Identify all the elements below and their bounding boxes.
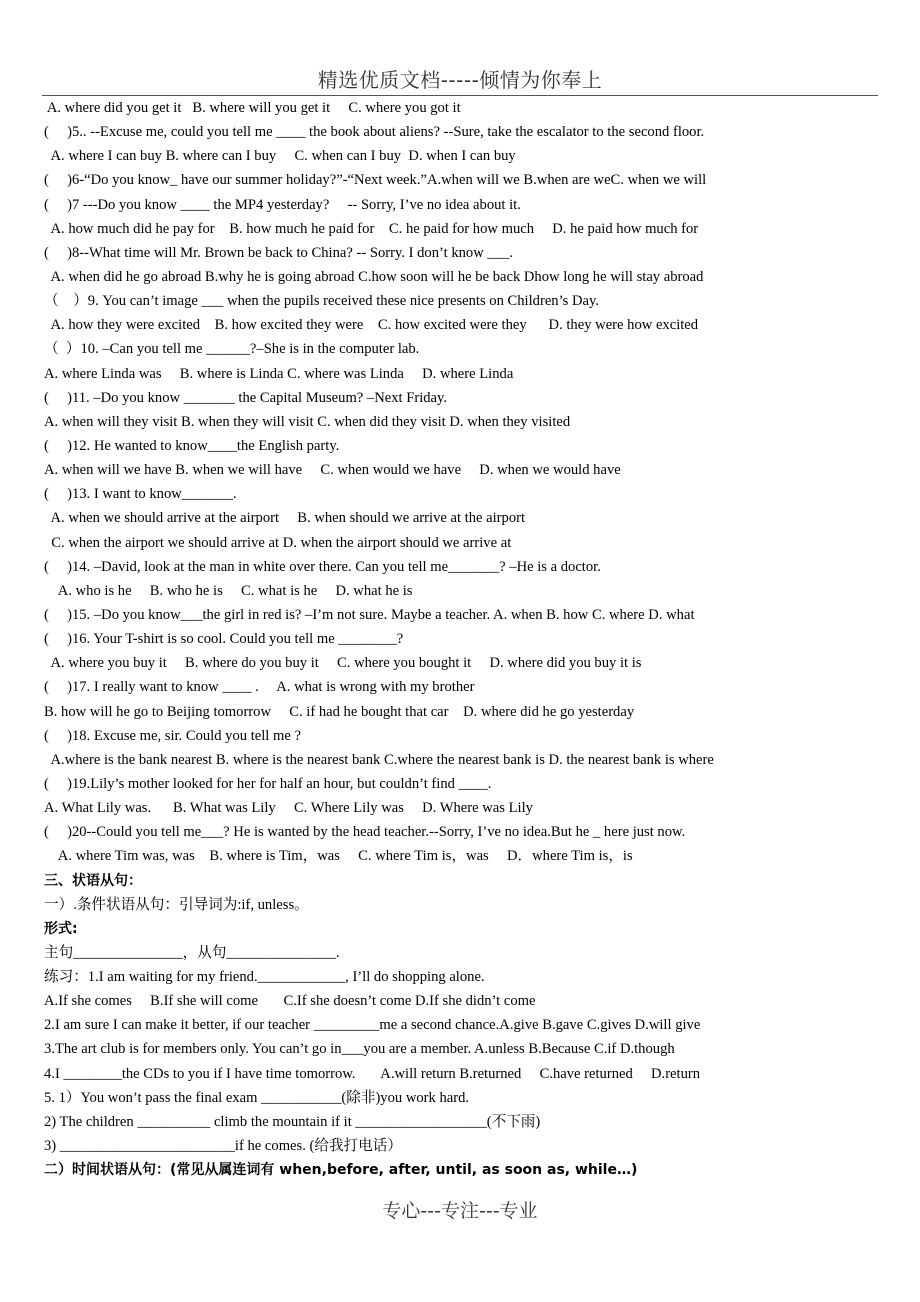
page-footer: 专心---专注---专业 [382, 1200, 538, 1222]
practice-line: 3.The art club is for members only. You can’t go in___you are a member. A.unless B.Because C.if D.though [44, 1041, 675, 1058]
text-line: A. where Linda was B. where is Linda C. where was Linda D. where Linda [44, 365, 514, 382]
text-line: A. What Lily was. B. What was Lily C. Where Lily was D. Where was Lily [44, 800, 533, 817]
question-8: ( )8--What time will Mr. Brown be back to China? -- Sorry. I don’t know ___. [44, 244, 513, 261]
text-line: A. where did you get it B. where will you get it C. where you got it [44, 100, 461, 116]
text-line: B. how will he go to Beijing tomorrow C. if had he bought that car D. where did he go yesterday [44, 703, 635, 720]
question-9: （ ）9. You can’t image ___ when the pupils received these nice presents on Children’s Day. [44, 293, 599, 310]
text-line: A. where I can buy B. where can I buy C. when can I buy D. when I can buy [44, 148, 516, 165]
practice-line: 5. 1）You won’t pass the final exam ___________(除非)you work hard. [44, 1089, 470, 1106]
text-line: A. how much did he pay for B. how much he paid for C. he paid for how much D. he paid how much for [44, 220, 699, 237]
subsection-title: 一）.条件状语从句：引导词为:if, unless。 [44, 896, 309, 913]
question-11: ( )11. –Do you know _______ the Capital Museum? –Next Friday. [44, 389, 448, 406]
subsection-title-time: 二）时间状语从句：(常见从属连词有 when,before, after, until, as soon as, while…) [44, 1162, 638, 1179]
practice-line: 4.I ________the CDs to you if I have time tomorrow. A.will return B.returned C.have returned D.return [44, 1065, 701, 1082]
question-19: ( )19.Lily’s mother looked for her for half an hour, but couldn’t find ____. [44, 775, 492, 792]
question-6: ( )6-“Do you know_ have our summer holiday?”-“Next week.”A.when will we B.when are weC. when we will [44, 172, 707, 189]
question-15: ( )15. –Do you know___the girl in red is? –I’m not sure. Maybe a teacher. A. when B. how C. where D. what [44, 606, 695, 623]
practice-line: 2) The children __________ climb the mountain if it __________________(不下雨) [44, 1113, 541, 1130]
practice-line: A.If she comes B.If she will come C.If she doesn’t come D.If she didn’t come [44, 993, 536, 1010]
text-line: A. who is he B. who he is C. what is he D. what he is [44, 582, 413, 599]
practice-line: 3) ________________________if he comes. (给我打电话） [44, 1138, 402, 1155]
text-line: A. when will they visit B. when they will visit C. when did they visit D. when they visited [44, 413, 571, 430]
page-header: 精选优质文档-----倾情为你奉上 [317, 68, 603, 92]
text-line: A. where Tim was, was B. where is Tim，was C. where Tim is，was D．where Tim is，is [44, 848, 633, 865]
section-title: 三、状语从句： [44, 872, 142, 889]
text-line: A. where you buy it B. where do you buy it C. where you bought it D. where did you buy it is [44, 655, 642, 672]
question-16: ( )16. Your T-shirt is so cool. Could you tell me ________? [44, 631, 404, 648]
text-line: A. how they were excited B. how excited they were C. how excited were they D. they were how excited [44, 317, 699, 334]
text-line: A. when did he go abroad B.why he is going abroad C.how soon will he be back Dhow long he will stay abroad [44, 268, 704, 285]
question-12: ( )12. He wanted to know____the English party. [44, 437, 340, 454]
text-line: A. when will we have B. when we will have C. when would we have D. when we would have [44, 462, 621, 479]
question-10: （ ）10. –Can you tell me ______?–She is in the computer lab. [44, 341, 420, 358]
document-body [44, 96, 894, 1182]
text-line: A. when we should arrive at the airport B. when should we arrive at the airport [44, 510, 526, 527]
text-line: A.where is the bank nearest B. where is the nearest bank C.where the nearest bank is D. the nearest bank is where [44, 751, 714, 768]
question-17: ( )17. I really want to know ____ . A. what is wrong with my brother [44, 679, 475, 696]
form-line: 主句_______________，从句_______________. [44, 944, 340, 961]
question-20: ( )20--Could you tell me___? He is wanted by the head teacher.--Sorry, I’ve no idea.But he _ here just now. [44, 824, 686, 841]
practice-line: 练习：1.I am waiting for my friend.____________, I’ll do shopping alone. [44, 969, 485, 986]
question-14: ( )14. –David, look at the man in white over there. Can you tell me_______? –He is a doctor. [44, 558, 601, 575]
form-label: 形式: [44, 920, 78, 937]
text-line: C. when the airport we should arrive at D. when the airport should we arrive at [44, 534, 512, 551]
question-13: ( )13. I want to know_______. [44, 486, 237, 503]
question-5: ( )5.. --Excuse me, could you tell me ____ the book about aliens? --Sure, take the escalator to the second floor. [44, 124, 705, 141]
practice-line: 2.I am sure I can make it better, if our teacher _________me a second chance.A.give B.gave C.gives D.will give [44, 1017, 701, 1034]
question-7: ( )7 ---Do you know ____ the MP4 yesterday? -- Sorry, I’ve no idea about it. [44, 196, 521, 213]
question-18: ( )18. Excuse me, sir. Could you tell me ? [44, 727, 301, 744]
